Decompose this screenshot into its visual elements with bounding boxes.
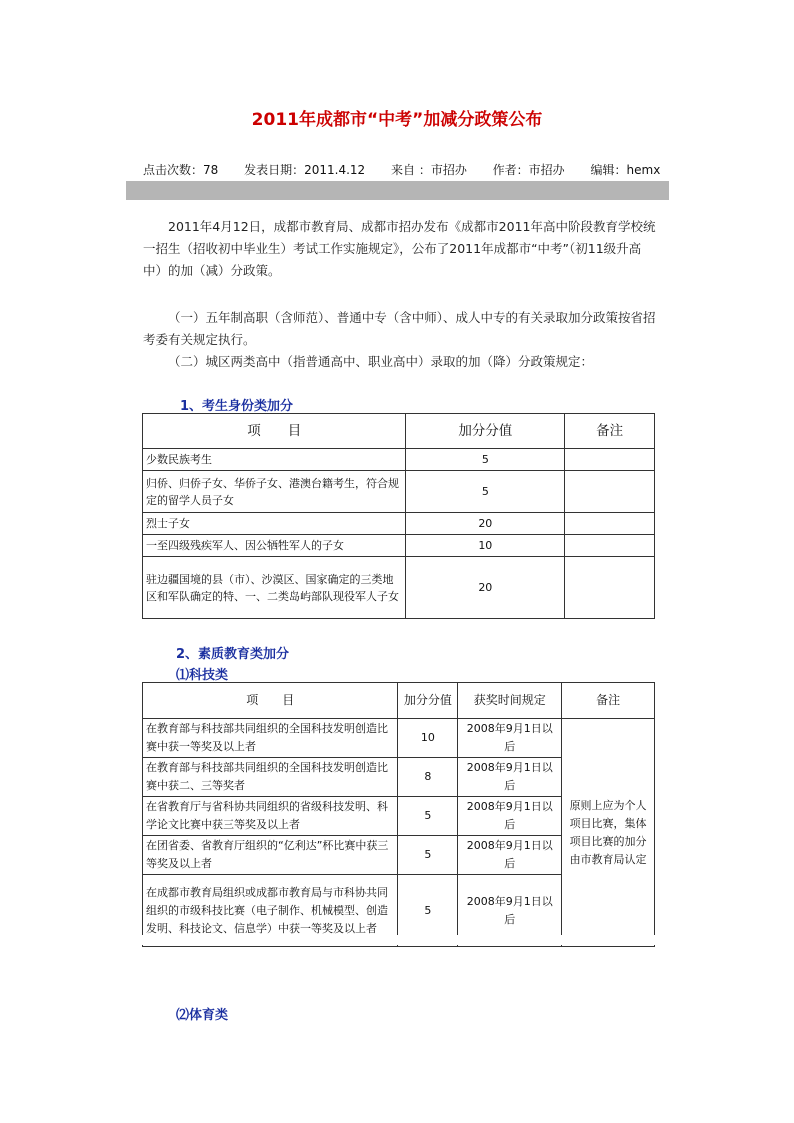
- row-points: 10: [406, 535, 565, 557]
- row-item: 在成都市教育局组织或成都市教育局与市科协共同组织的市级科技比赛（电子制作、机械模型、创造发明、科技论文、信息学）中获一等奖及以上者: [143, 875, 398, 947]
- row-time: 2008年9月1日以后: [458, 875, 562, 947]
- table-row: [143, 535, 655, 557]
- identity-bonus-table: [142, 413, 655, 619]
- page-title: 2011年成都市“中考”加减分政策公布: [251, 110, 543, 130]
- policy-paragraph-2: （二）城区两类高中（指普通高中、职业高中）录取的加（降）分政策规定：: [168, 354, 594, 369]
- row-time: 2008年9月1日以后: [458, 719, 562, 758]
- row-item: 在团省委、省教育厅组织的“亿利达”杯比赛中获三等奖及以上者: [143, 836, 398, 875]
- table-row: [143, 513, 655, 535]
- table-row: [143, 449, 655, 471]
- table-page-cutoff: [142, 935, 656, 945]
- column-header-time: 获奖时间规定: [458, 683, 562, 719]
- row-points: 5: [398, 875, 458, 947]
- editor: 编辑：hemx: [590, 163, 661, 177]
- row-points: 5: [398, 797, 458, 836]
- row-item: 在省教育厅与省科协共同组织的省级科技发明、科学论文比赛中获三等奖及以上者: [143, 797, 398, 836]
- divider-bar: [126, 181, 669, 200]
- row-item: 归侨、归侨子女、华侨子女、港澳台籍考生，符合规定的留学人员子女: [143, 471, 406, 513]
- intro-paragraph: 2011年4月12日，成都市教育局、成都市招办发布《成都市2011年高中阶段教育学校统一招生（招收初中毕业生）考试工作实施规定》，公布了2011年成都市“中考”（初11级升高中）的加（减）分政策。: [143, 219, 656, 278]
- table-row: [143, 557, 655, 619]
- column-header-points: 加分分值: [406, 414, 565, 449]
- column-header-item: 项 目: [143, 683, 398, 719]
- author: 作者：市招办: [492, 163, 565, 177]
- row-time: 2008年9月1日以后: [458, 797, 562, 836]
- section-heading-quality: 2、素质教育类加分: [176, 647, 290, 662]
- table-header-row: [143, 414, 655, 449]
- row-points: 5: [398, 836, 458, 875]
- section-heading-identity: 1、考生身份类加分: [180, 399, 294, 414]
- table-row: [143, 719, 655, 758]
- click-count: 点击次数：78: [143, 163, 219, 177]
- row-note: [565, 471, 655, 513]
- column-header-note: 备注: [565, 414, 655, 449]
- row-points: 20: [406, 557, 565, 619]
- row-note: [565, 449, 655, 471]
- source: 来自 ：市招办: [391, 163, 467, 177]
- tech-bonus-table: [142, 682, 655, 947]
- row-points: 10: [398, 719, 458, 758]
- row-item: 少数民族考生: [143, 449, 406, 471]
- row-points: 5: [406, 471, 565, 513]
- row-item: 驻边疆国境的县（市）、沙漠区、国家确定的三类地区和军队确定的特、一、二类岛屿部队现役军人子女: [143, 557, 406, 619]
- policy-paragraph-1: （一）五年制高职（含师范）、普通中专（含中师）、成人中专的有关录取加分政策按省招考委有关规定执行。: [143, 310, 656, 347]
- row-note: 原则上应为个人项目比赛，集体项目比赛的加分由市教育局认定: [562, 719, 655, 947]
- row-points: 20: [406, 513, 565, 535]
- table-header-row: [143, 683, 655, 719]
- table-row: [143, 471, 655, 513]
- row-item: 烈士子女: [143, 513, 406, 535]
- row-points: 5: [406, 449, 565, 471]
- row-note: [565, 513, 655, 535]
- subsection-heading-tech: ⑴科技类: [176, 668, 229, 683]
- publish-date: 发表日期：2011.4.12: [244, 163, 366, 177]
- subsection-heading-sports: ⑵体育类: [176, 1008, 229, 1023]
- row-note: [565, 557, 655, 619]
- column-header-note: 备注: [562, 683, 655, 719]
- column-header-points: 加分分值: [398, 683, 458, 719]
- row-item: 在教育部与科技部共同组织的全国科技发明创造比赛中获一等奖及以上者: [143, 719, 398, 758]
- row-time: 2008年9月1日以后: [458, 836, 562, 875]
- row-note: [565, 535, 655, 557]
- row-points: 8: [398, 758, 458, 797]
- article-meta: [143, 161, 669, 178]
- column-header-item: 项 目: [143, 414, 406, 449]
- row-time: 2008年9月1日以后: [458, 758, 562, 797]
- row-item: 在教育部与科技部共同组织的全国科技发明创造比赛中获二、三等奖者: [143, 758, 398, 797]
- row-item: 一至四级残疾军人、因公牺牲军人的子女: [143, 535, 406, 557]
